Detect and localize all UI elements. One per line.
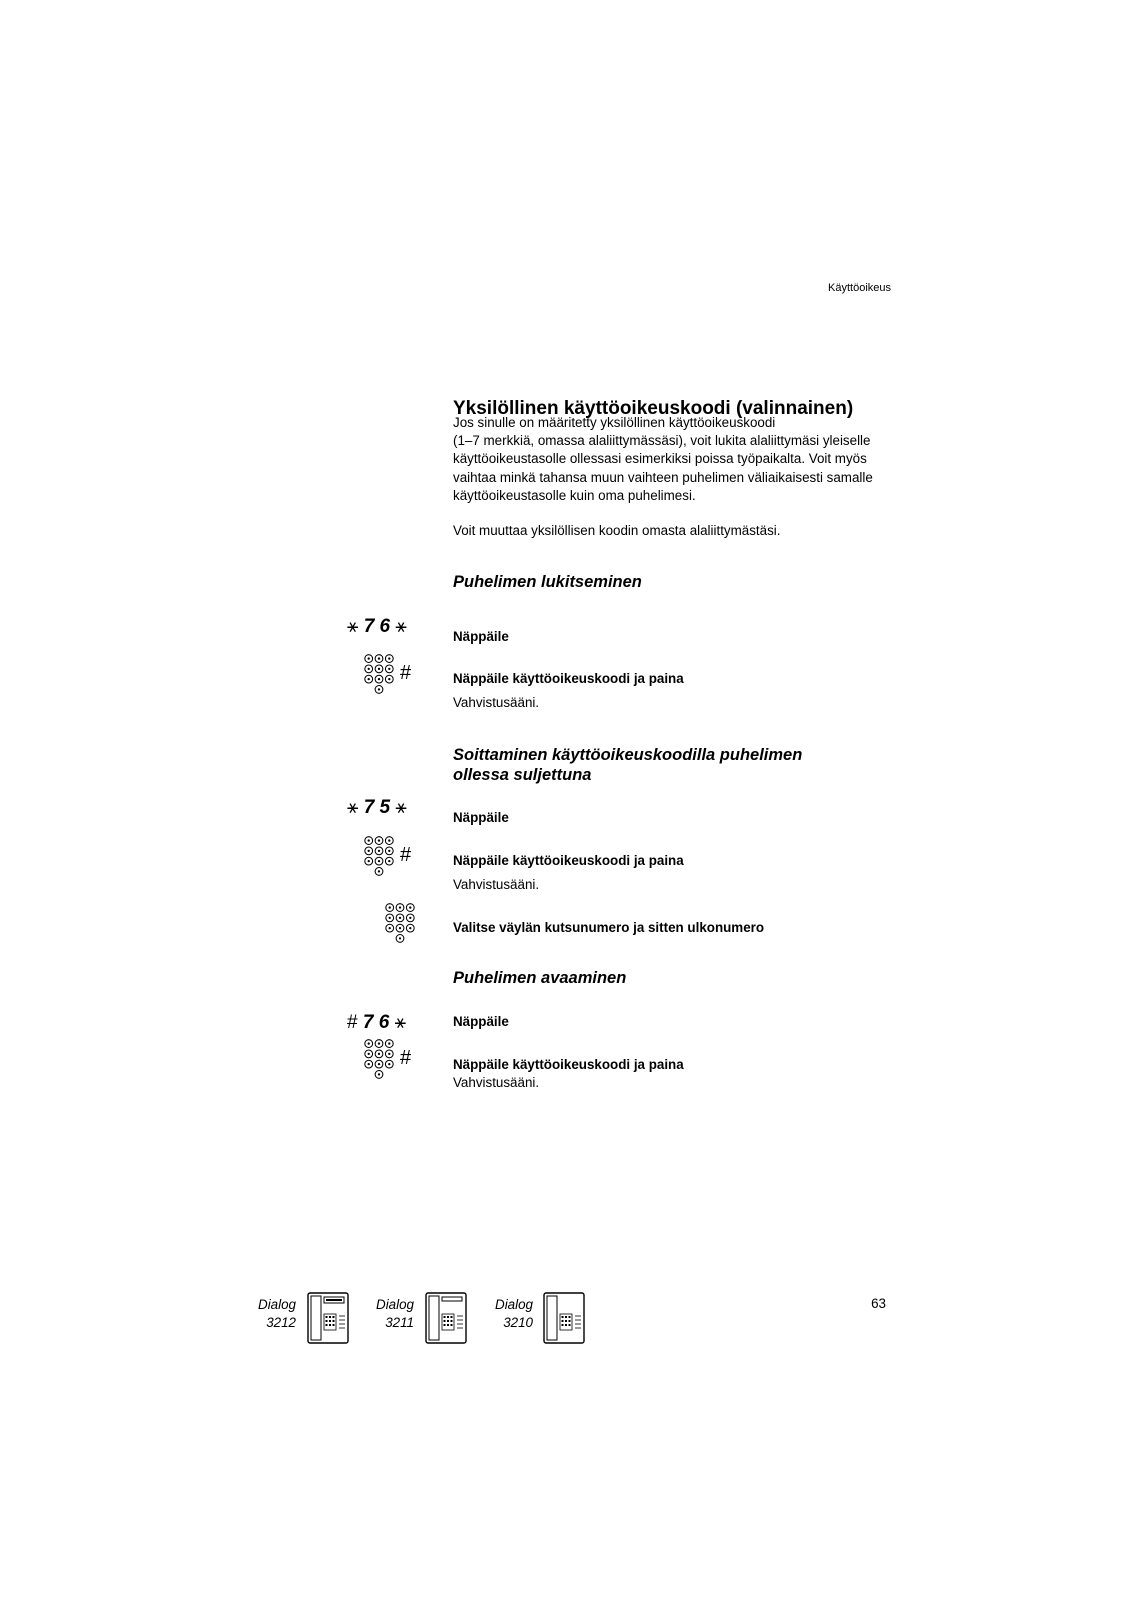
keypad-icon (364, 836, 394, 876)
locked-call-code-digits: 7 5 (363, 797, 391, 818)
hash-key-icon: # (400, 1047, 412, 1069)
locked-call-step2: Näppäile käyttöoikeuskoodi ja paina (453, 853, 684, 868)
locked-call-heading (453, 745, 802, 785)
intro-note: Voit muuttaa yksilöllisen koodin omasta alaliittymästäsi. (453, 523, 781, 538)
star-icon: ⚹ (347, 616, 359, 637)
model-brand: Dialog (376, 1297, 414, 1312)
star-icon: ⚹ (347, 797, 359, 818)
locked-call-step1: Näppäile (453, 810, 509, 825)
hash-key-icon: # (400, 844, 412, 866)
hash-key-icon: # (400, 662, 412, 684)
lock-step2: Näppäile käyttöoikeuskoodi ja paina (453, 671, 684, 686)
page-number: 63 (871, 1296, 886, 1311)
hash-icon: # (347, 1012, 358, 1033)
phone-3212-icon (307, 1292, 349, 1344)
locked-call-heading-line: Soittaminen käyttöoikeuskoodilla puhelimen (453, 746, 803, 764)
model-label-3211 (364, 1296, 414, 1332)
intro-line: Jos sinulle on määritetty yksilöllinen käyttöoikeuskoodi (453, 415, 776, 430)
unlock-step2: Näppäile käyttöoikeuskoodi ja paina (453, 1057, 684, 1072)
model-number: 3212 (266, 1315, 296, 1330)
intro-line: käyttöoikeustasolle ollessasi esimerkiksi poissa työpaikalta. Voit myös (453, 451, 867, 467)
unlock-code (347, 1012, 406, 1034)
keypad-icon (364, 1039, 394, 1079)
phone-3210-icon (543, 1292, 585, 1344)
star-icon: ⚹ (395, 797, 407, 818)
intro-line: käyttöoikeustasolle kuin oma puhelimesi. (453, 487, 696, 503)
intro-line: vaihtaa minkä tahansa muun vaihteen puhelimen väliaikaisesti samalle (453, 469, 873, 485)
star-icon: ⚹ (395, 616, 407, 637)
locked-call-confirm-note: Vahvistusääni. (453, 877, 540, 892)
model-label-3210 (483, 1296, 533, 1332)
locked-call-step3: Valitse väylän kutsunumero ja sitten ulkonumero (453, 920, 765, 935)
keypad-icon (364, 654, 394, 694)
locked-call-code (347, 797, 407, 819)
keypad-icon (385, 903, 415, 943)
lock-step1: Näppäile (453, 629, 509, 644)
model-brand: Dialog (495, 1297, 533, 1312)
unlock-step1: Näppäile (453, 1014, 509, 1029)
intro-line: (1–7 merkkiä, omassa alaliittymässäsi), voit lukita alaliittymäsi yleiselle (453, 433, 871, 449)
lock-code (347, 616, 407, 638)
unlock-code-digits: 7 6 (362, 1012, 390, 1033)
model-number: 3210 (503, 1315, 533, 1330)
phone-3211-icon (425, 1292, 467, 1344)
running-header: Käyttöoikeus (828, 282, 891, 294)
model-brand: Dialog (258, 1297, 296, 1312)
lock-heading: Puhelimen lukitseminen (453, 573, 642, 591)
lock-confirm-note: Vahvistusääni. (453, 695, 540, 710)
unlock-confirm-note: Vahvistusääni. (453, 1075, 540, 1090)
model-number: 3211 (385, 1315, 414, 1330)
unlock-heading: Puhelimen avaaminen (453, 969, 627, 987)
section-title: Yksilöllinen käyttöoikeuskoodi (valinnainen) (453, 398, 854, 419)
intro-paragraph (453, 414, 873, 505)
model-label-3212 (246, 1296, 296, 1332)
locked-call-heading-line: ollessa suljettuna (453, 766, 592, 784)
star-icon: ⚹ (394, 1012, 406, 1033)
lock-code-digits: 7 6 (363, 616, 391, 637)
